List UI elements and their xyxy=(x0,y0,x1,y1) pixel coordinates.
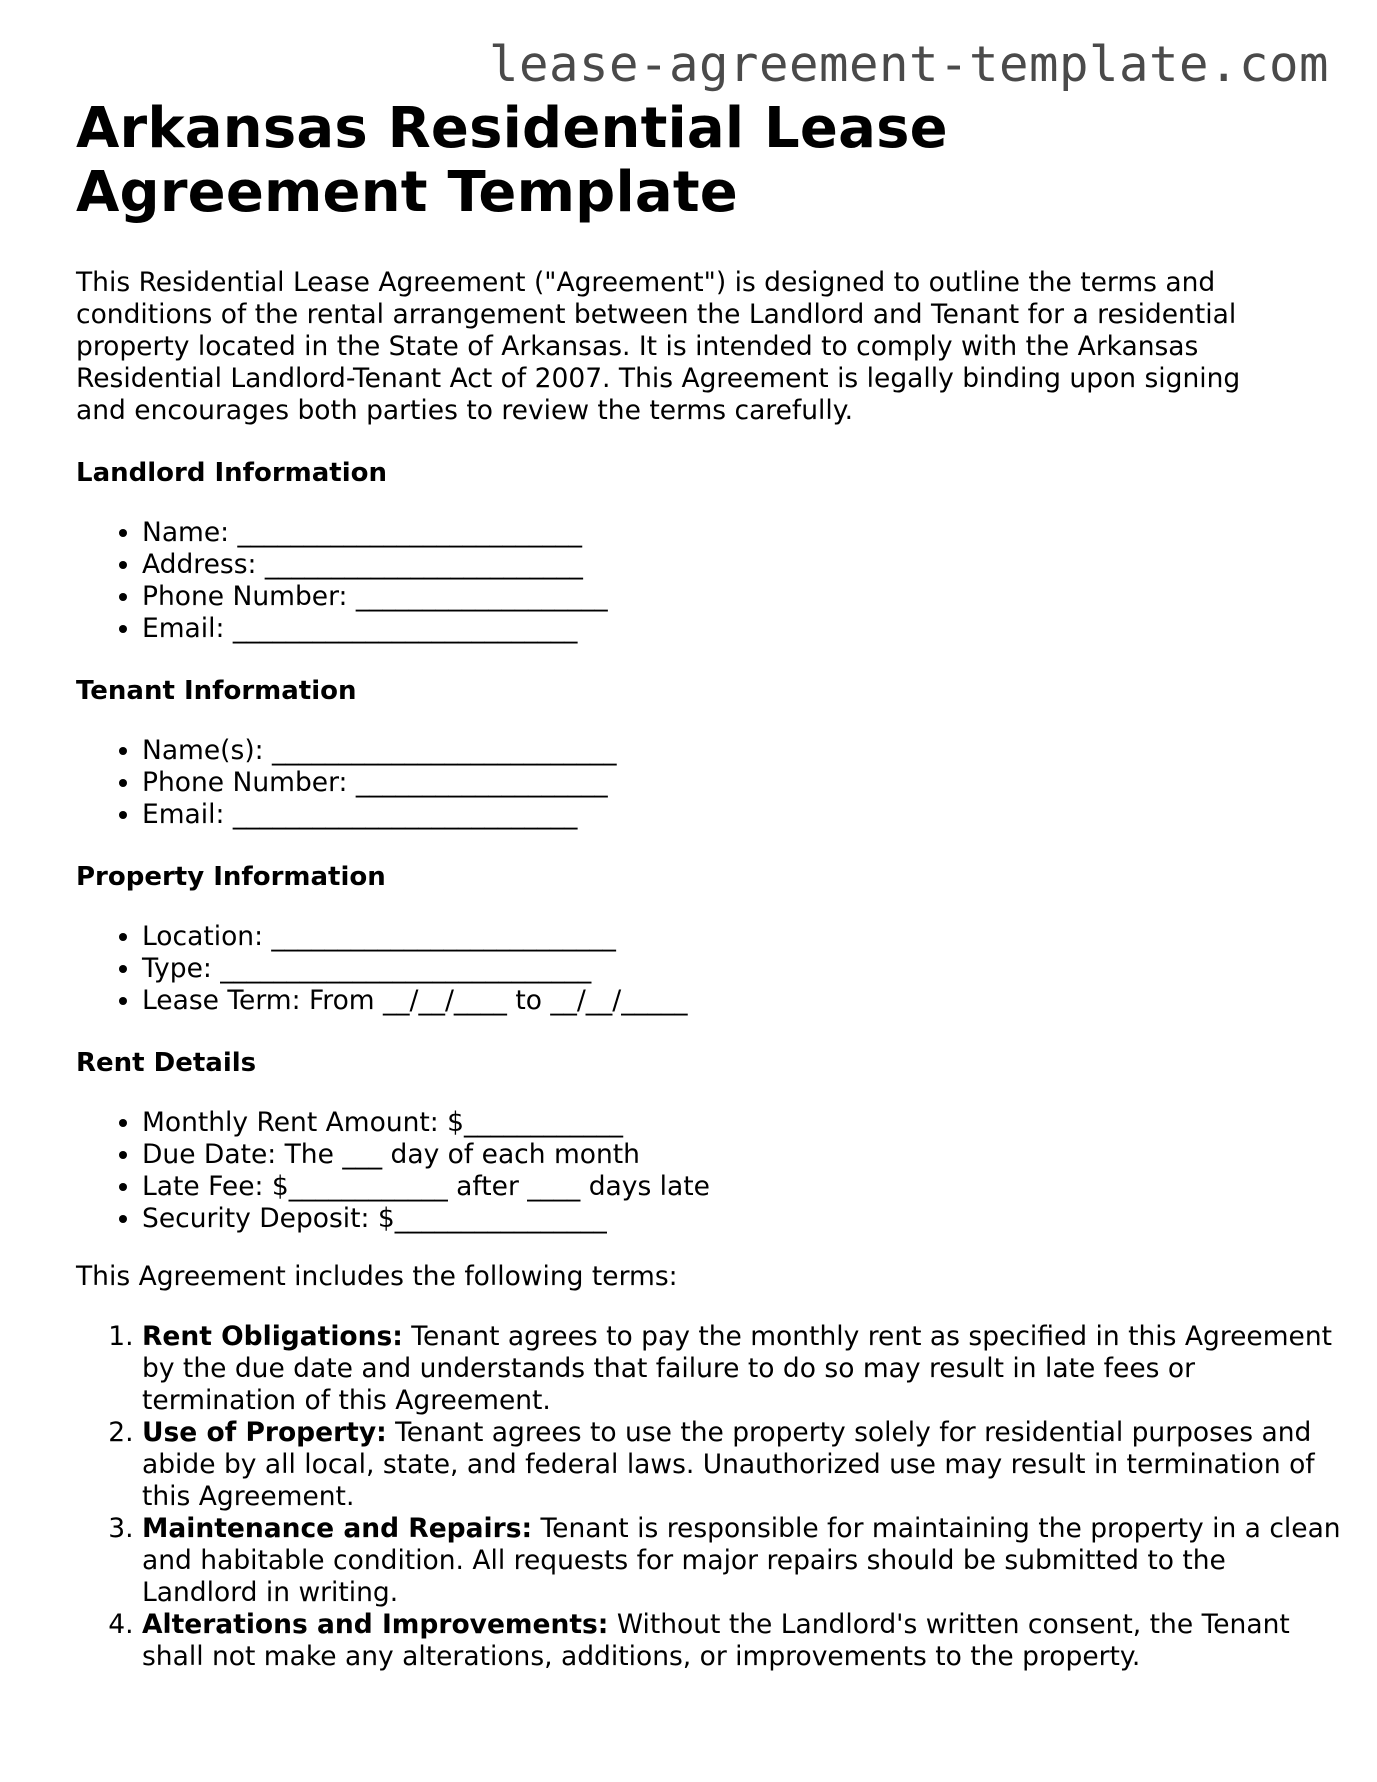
monthly-rent-field: • Monthly Rent Amount: $____________ xyxy=(142,1107,1316,1139)
term-text: Tenant agrees to use the property solely for residential purposes and abide by all local, state, and federal laws. Unauthorized use may result in termination of this Agreement. xyxy=(142,1417,1315,1512)
tenant-phone-field: • Phone Number: ___________________ xyxy=(142,767,1316,799)
term-text: Tenant agrees to pay the monthly rent as specified in this Agreement by the due date and understands that failure to do so may result in late fees or termination of this Agreement. xyxy=(142,1321,1333,1416)
property-location-field: • Location: __________________________ xyxy=(142,921,1316,953)
terms-list xyxy=(76,1321,1342,1673)
property-heading: Property Information xyxy=(76,862,386,892)
term-text: Without the Landlord's written consent, the Tenant shall not make any alterations, additions, or improvements to the property. xyxy=(142,1609,1290,1672)
landlord-phone-field: • Phone Number: ___________________ xyxy=(142,581,1316,613)
term-text: Tenant is responsible for maintaining the property in a clean and habitable condition. All requests for major repairs should be submitted to the Landlord in writing. xyxy=(142,1513,1341,1608)
landlord-name-field: • Name: __________________________ xyxy=(142,517,1316,549)
term-item xyxy=(142,1321,1342,1417)
landlord-fields xyxy=(76,517,1316,645)
document-body xyxy=(76,96,1341,1673)
security-deposit-field: • Security Deposit: $________________ xyxy=(142,1203,1316,1235)
term-title: Use of Property: xyxy=(142,1417,387,1448)
lease-term-field: • Lease Term: From __/__/____ to __/__/_____ xyxy=(142,985,1316,1017)
tenant-fields xyxy=(76,735,1316,831)
term-title: Maintenance and Repairs: xyxy=(142,1513,533,1544)
term-item xyxy=(142,1609,1342,1673)
intro-paragraph: This Residential Lease Agreement ("Agreement") is designed to outline the terms and conditions of the rental arrangement between the Landlord and Tenant for a residential property located in the State of Arkansas. It is intended to comply with the Arkansas Residential Landlord-Tenant Act of 2007. This Agreement is legally binding upon signing and encourages both parties to review the terms carefully. xyxy=(76,267,1241,426)
tenant-email-field: • Email: __________________________ xyxy=(142,799,1316,831)
due-date-field: • Due Date: The ___ day of each month xyxy=(142,1139,1316,1171)
landlord-email-field: • Email: __________________________ xyxy=(142,613,1316,645)
term-item xyxy=(142,1513,1342,1609)
landlord-heading: Landlord Information xyxy=(76,458,388,488)
property-type-field: • Type: ____________________________ xyxy=(142,953,1316,985)
page-title: Arkansas Residential Lease Agreement Template xyxy=(76,96,948,225)
term-title: Rent Obligations: xyxy=(142,1321,403,1352)
term-title: Alterations and Improvements: xyxy=(142,1609,609,1640)
property-fields xyxy=(76,921,1316,1017)
rent-heading: Rent Details xyxy=(76,1048,257,1078)
late-fee-field: • Late Fee: $____________ after ____ days late xyxy=(142,1171,1316,1203)
rent-fields xyxy=(76,1107,1316,1235)
landlord-address-field: • Address: ________________________ xyxy=(142,549,1316,581)
tenant-names-field: • Name(s): __________________________ xyxy=(142,735,1316,767)
tenant-heading: Tenant Information xyxy=(76,676,357,706)
term-item xyxy=(142,1417,1342,1513)
site-watermark: lease-agreement-template.com xyxy=(488,36,1329,93)
terms-intro: This Agreement includes the following terms: xyxy=(76,1261,678,1292)
